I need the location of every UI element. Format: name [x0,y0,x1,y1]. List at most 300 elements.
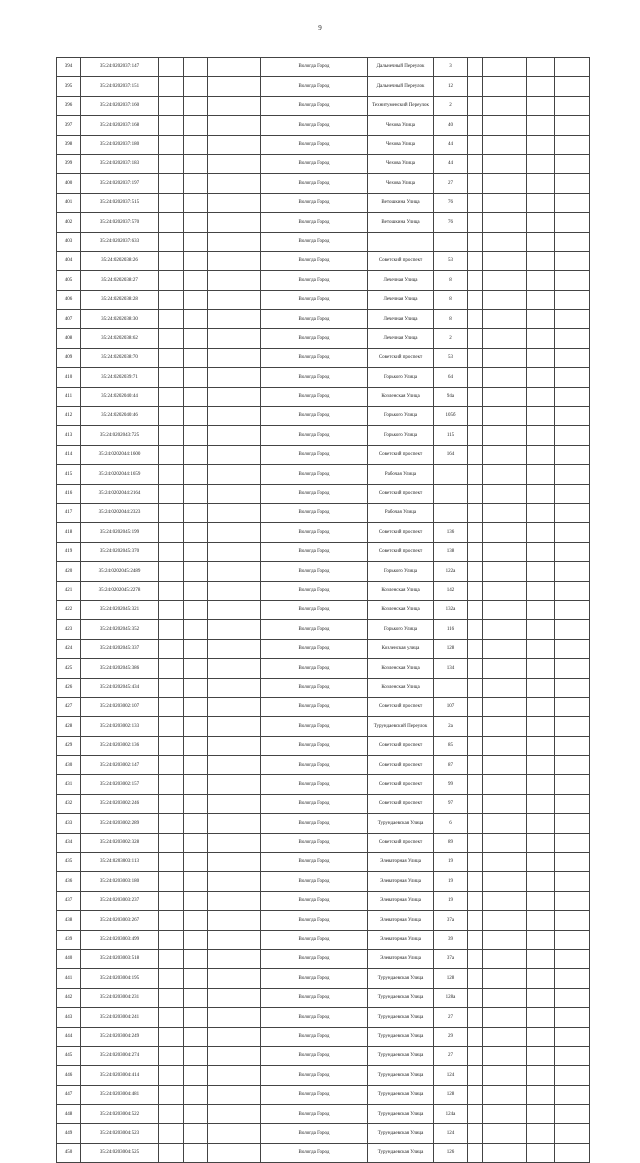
house-number-cell [434,484,468,503]
cadastral-number-cell: 35:24:0203003:113 [81,853,159,872]
cadastral-number-cell: 35:24:0202038:30 [81,310,159,329]
cadastral-number-cell: 35:24:0203004:274 [81,1046,159,1065]
empty-cell [483,620,527,639]
empty-cell [555,1105,590,1124]
house-number-cell: 128 [434,1085,468,1104]
empty-cell [184,562,208,581]
row-number-cell: 409 [57,348,81,367]
table-row [57,232,590,251]
house-number-cell: 87 [434,756,468,775]
empty-cell [555,659,590,678]
cadastral-number-cell: 35:24:0202045:434 [81,678,159,697]
empty-cell [555,445,590,464]
empty-cell [527,1066,555,1085]
empty-cell [527,290,555,309]
empty-cell [159,445,184,464]
empty-cell [208,814,261,833]
empty-cell [468,271,483,290]
street-cell: Турундаевская Улица [368,1124,434,1143]
street-cell [368,232,434,251]
empty-cell [159,911,184,930]
locality-cell: Вологда Город [261,348,368,367]
empty-cell [483,1105,527,1124]
locality-cell: Вологда Город [261,154,368,173]
street-cell: Козленская Улица [368,678,434,697]
empty-cell [184,368,208,387]
empty-cell [468,135,483,154]
row-number-cell: 420 [57,562,81,581]
table-row [57,290,590,309]
empty-cell [208,407,261,426]
empty-cell [159,949,184,968]
house-number-cell: 107 [434,697,468,716]
locality-cell: Вологда Город [261,232,368,251]
empty-cell [483,581,527,600]
locality-cell: Вологда Город [261,659,368,678]
empty-cell [555,930,590,949]
street-cell: Лечечная Улица [368,310,434,329]
empty-cell [483,77,527,96]
empty-cell [184,949,208,968]
street-cell: Элеваторная Улица [368,911,434,930]
row-number-cell: 413 [57,426,81,445]
empty-cell [208,174,261,193]
empty-cell [159,290,184,309]
table-row [57,523,590,542]
empty-cell [555,562,590,581]
row-number-cell: 408 [57,329,81,348]
empty-cell [184,290,208,309]
locality-cell: Вологда Город [261,930,368,949]
empty-cell [184,251,208,270]
cadastral-number-cell: 35:24:0202037:180 [81,135,159,154]
locality-cell: Вологда Город [261,717,368,736]
empty-cell [184,329,208,348]
empty-cell [468,58,483,77]
empty-cell [555,503,590,522]
row-number-cell: 399 [57,154,81,173]
row-number-cell: 428 [57,717,81,736]
empty-cell [483,833,527,852]
house-number-cell [434,465,468,484]
row-number-cell: 441 [57,969,81,988]
locality-cell: Вологда Город [261,251,368,270]
empty-cell [468,542,483,561]
empty-cell [208,213,261,232]
table-row [57,116,590,135]
empty-cell [208,581,261,600]
empty-cell [184,736,208,755]
cadastral-number-cell: 35:24:0203004:522 [81,1105,159,1124]
empty-cell [184,310,208,329]
empty-cell [184,465,208,484]
house-number-cell: 27 [434,174,468,193]
row-number-cell: 396 [57,96,81,115]
empty-cell [468,562,483,581]
house-number-cell: 2 [434,96,468,115]
empty-cell [555,484,590,503]
empty-cell [159,174,184,193]
street-cell: Турундаевская Улица [368,1143,434,1162]
empty-cell [527,368,555,387]
table-row [57,213,590,232]
cadastral-number-cell: 35:24:0202043:725 [81,426,159,445]
empty-cell [555,310,590,329]
empty-cell [468,290,483,309]
empty-cell [208,251,261,270]
empty-cell [184,135,208,154]
locality-cell: Вологда Город [261,1008,368,1027]
empty-cell [184,193,208,212]
locality-cell: Вологда Город [261,58,368,77]
empty-cell [483,717,527,736]
empty-cell [483,329,527,348]
empty-cell [184,814,208,833]
row-number-cell: 440 [57,949,81,968]
empty-cell [159,697,184,716]
table-row [57,930,590,949]
empty-cell [483,1027,527,1046]
table-row [57,969,590,988]
empty-cell [468,814,483,833]
locality-cell: Вологда Город [261,891,368,910]
row-number-cell: 436 [57,872,81,891]
empty-cell [527,911,555,930]
empty-cell [159,58,184,77]
house-number-cell: 116 [434,620,468,639]
empty-cell [555,1066,590,1085]
empty-cell [555,1124,590,1143]
empty-cell [468,736,483,755]
empty-cell [555,193,590,212]
empty-cell [208,1124,261,1143]
empty-cell [468,949,483,968]
empty-cell [555,387,590,406]
empty-cell [555,1008,590,1027]
street-cell: Советский проспект [368,756,434,775]
cadastral-number-cell: 35:24:0202045:352 [81,620,159,639]
cadastral-number-cell: 35:24:0203002:246 [81,794,159,813]
house-number-cell [434,503,468,522]
empty-cell [208,1143,261,1162]
empty-cell [527,988,555,1007]
empty-cell [555,77,590,96]
empty-cell [468,310,483,329]
locality-cell: Вологда Город [261,445,368,464]
empty-cell [159,1105,184,1124]
table-row [57,1046,590,1065]
empty-cell [483,1085,527,1104]
table-row [57,911,590,930]
locality-cell: Вологда Город [261,949,368,968]
house-number-cell: 27 [434,1008,468,1027]
table-row [57,814,590,833]
empty-cell [483,794,527,813]
empty-cell [483,387,527,406]
empty-cell [483,853,527,872]
table-row [57,542,590,561]
empty-cell [555,639,590,658]
empty-cell [159,1046,184,1065]
empty-cell [468,581,483,600]
empty-cell [208,58,261,77]
row-number-cell: 394 [57,58,81,77]
empty-cell [468,969,483,988]
empty-cell [468,911,483,930]
empty-cell [527,833,555,852]
house-number-cell: 89 [434,833,468,852]
empty-cell [468,1143,483,1162]
street-cell: Козленская Улица [368,600,434,619]
row-number-cell: 445 [57,1046,81,1065]
table-row [57,756,590,775]
empty-cell [555,96,590,115]
empty-cell [483,1143,527,1162]
house-number-cell: 19 [434,853,468,872]
empty-cell [184,503,208,522]
empty-cell [468,1008,483,1027]
empty-cell [208,911,261,930]
empty-cell [468,891,483,910]
locality-cell: Вологда Город [261,581,368,600]
empty-cell [555,135,590,154]
table-row [57,891,590,910]
row-number-cell: 450 [57,1143,81,1162]
table-row [57,154,590,173]
empty-cell [468,1124,483,1143]
empty-cell [159,154,184,173]
cadastral-number-cell: 35:24:0203004:241 [81,1008,159,1027]
empty-cell [208,756,261,775]
row-number-cell: 423 [57,620,81,639]
cadastral-number-cell: 35:24:0203004:481 [81,1085,159,1104]
locality-cell: Вологда Город [261,1027,368,1046]
empty-cell [555,271,590,290]
empty-cell [208,135,261,154]
row-number-cell: 435 [57,853,81,872]
locality-cell: Вологда Город [261,620,368,639]
cadastral-number-cell: 35:24:0203002:289 [81,814,159,833]
empty-cell [208,154,261,173]
empty-cell [208,368,261,387]
empty-cell [468,620,483,639]
empty-cell [184,639,208,658]
house-number-cell: 124 [434,1066,468,1085]
empty-cell [468,678,483,697]
cadastral-number-cell: 35:24:0203003:518 [81,949,159,968]
street-cell: Элеваторная Улица [368,853,434,872]
empty-cell [159,562,184,581]
empty-cell [468,794,483,813]
empty-cell [208,659,261,678]
empty-cell [555,872,590,891]
table-row [57,484,590,503]
empty-cell [159,1027,184,1046]
empty-cell [555,1085,590,1104]
empty-cell [184,96,208,115]
empty-cell [208,1046,261,1065]
cadastral-number-cell: 35:24:0202040:44 [81,387,159,406]
row-number-cell: 447 [57,1085,81,1104]
empty-cell [208,1066,261,1085]
empty-cell [483,911,527,930]
empty-cell [208,678,261,697]
empty-cell [208,116,261,135]
empty-cell [527,445,555,464]
empty-cell [483,600,527,619]
row-number-cell: 433 [57,814,81,833]
table-row [57,407,590,426]
house-number-cell: 40 [434,116,468,135]
empty-cell [468,407,483,426]
empty-cell [159,814,184,833]
empty-cell [527,1105,555,1124]
empty-cell [527,96,555,115]
locality-cell: Вологда Город [261,911,368,930]
house-number-cell: 2 [434,329,468,348]
empty-cell [184,1143,208,1162]
cadastral-number-cell: 35:24:0203002:107 [81,697,159,716]
empty-cell [208,562,261,581]
empty-cell [555,949,590,968]
locality-cell: Вологда Город [261,503,368,522]
cadastral-number-cell: 35:24:0203004:249 [81,1027,159,1046]
empty-cell [483,445,527,464]
row-number-cell: 431 [57,775,81,794]
empty-cell [483,969,527,988]
table-row [57,659,590,678]
empty-cell [159,717,184,736]
empty-cell [483,484,527,503]
empty-cell [208,853,261,872]
empty-cell [159,756,184,775]
street-cell: Турундаевская Улица [368,1027,434,1046]
empty-cell [468,484,483,503]
locality-cell: Вологда Город [261,542,368,561]
locality-cell: Вологда Город [261,523,368,542]
row-number-cell: 414 [57,445,81,464]
empty-cell [184,678,208,697]
locality-cell: Вологда Город [261,174,368,193]
empty-cell [159,988,184,1007]
empty-cell [527,930,555,949]
cadastral-number-cell: 35:24:0202037:183 [81,154,159,173]
empty-cell [184,872,208,891]
empty-cell [555,407,590,426]
table-row [57,310,590,329]
house-number-cell: 37а [434,911,468,930]
empty-cell [159,523,184,542]
locality-cell: Вологда Город [261,329,368,348]
empty-cell [159,775,184,794]
empty-cell [208,620,261,639]
empty-cell [483,736,527,755]
locality-cell: Вологда Город [261,756,368,775]
house-number-cell: 126 [434,1143,468,1162]
street-cell: Лечечная Улица [368,290,434,309]
table-row [57,96,590,115]
cadastral-number-cell: 35:24:0202044:2164 [81,484,159,503]
empty-cell [555,290,590,309]
cadastral-number-cell: 35:24:0202038:26 [81,251,159,270]
cadastral-number-cell: 35:24:0202037:570 [81,213,159,232]
empty-cell [184,174,208,193]
empty-cell [468,77,483,96]
locality-cell: Вологда Город [261,562,368,581]
house-number-cell: 76 [434,193,468,212]
row-number-cell: 429 [57,736,81,755]
street-cell: Рабочая Улица [368,465,434,484]
table-row [57,736,590,755]
street-cell: Советский проспект [368,445,434,464]
empty-cell [527,639,555,658]
empty-cell [208,310,261,329]
street-cell: Элеваторная Улица [368,891,434,910]
empty-cell [527,387,555,406]
empty-cell [184,1066,208,1085]
empty-cell [555,116,590,135]
empty-cell [159,969,184,988]
locality-cell: Вологда Город [261,814,368,833]
empty-cell [184,969,208,988]
house-number-cell: 115 [434,426,468,445]
row-number-cell: 419 [57,542,81,561]
empty-cell [159,891,184,910]
empty-cell [555,988,590,1007]
empty-cell [184,523,208,542]
empty-cell [208,969,261,988]
row-number-cell: 427 [57,697,81,716]
empty-cell [468,213,483,232]
house-number-cell: 27 [434,1046,468,1065]
empty-cell [483,542,527,561]
locality-cell: Вологда Город [261,368,368,387]
empty-cell [527,1124,555,1143]
cadastral-number-cell: 35:24:0202045:321 [81,600,159,619]
empty-cell [483,407,527,426]
row-number-cell: 401 [57,193,81,212]
registry-table [56,57,590,1163]
locality-cell: Вологда Город [261,387,368,406]
empty-cell [184,58,208,77]
street-cell: Советский проспект [368,523,434,542]
empty-cell [527,678,555,697]
empty-cell [184,484,208,503]
locality-cell: Вологда Город [261,833,368,852]
empty-cell [184,775,208,794]
empty-cell [527,154,555,173]
empty-cell [184,542,208,561]
row-number-cell: 400 [57,174,81,193]
house-number-cell: 105б [434,407,468,426]
empty-cell [527,232,555,251]
street-cell: Чехова Улица [368,154,434,173]
empty-cell [468,853,483,872]
street-cell: Советский проспект [368,833,434,852]
empty-cell [184,581,208,600]
empty-cell [184,853,208,872]
empty-cell [159,251,184,270]
empty-cell [208,736,261,755]
empty-cell [527,310,555,329]
house-number-cell: 136 [434,523,468,542]
street-cell: Турундаевская Улица [368,1085,434,1104]
street-cell: Советский проспект [368,736,434,755]
empty-cell [184,77,208,96]
empty-cell [555,426,590,445]
empty-cell [208,523,261,542]
cadastral-number-cell: 35:24:0202045:2489 [81,562,159,581]
